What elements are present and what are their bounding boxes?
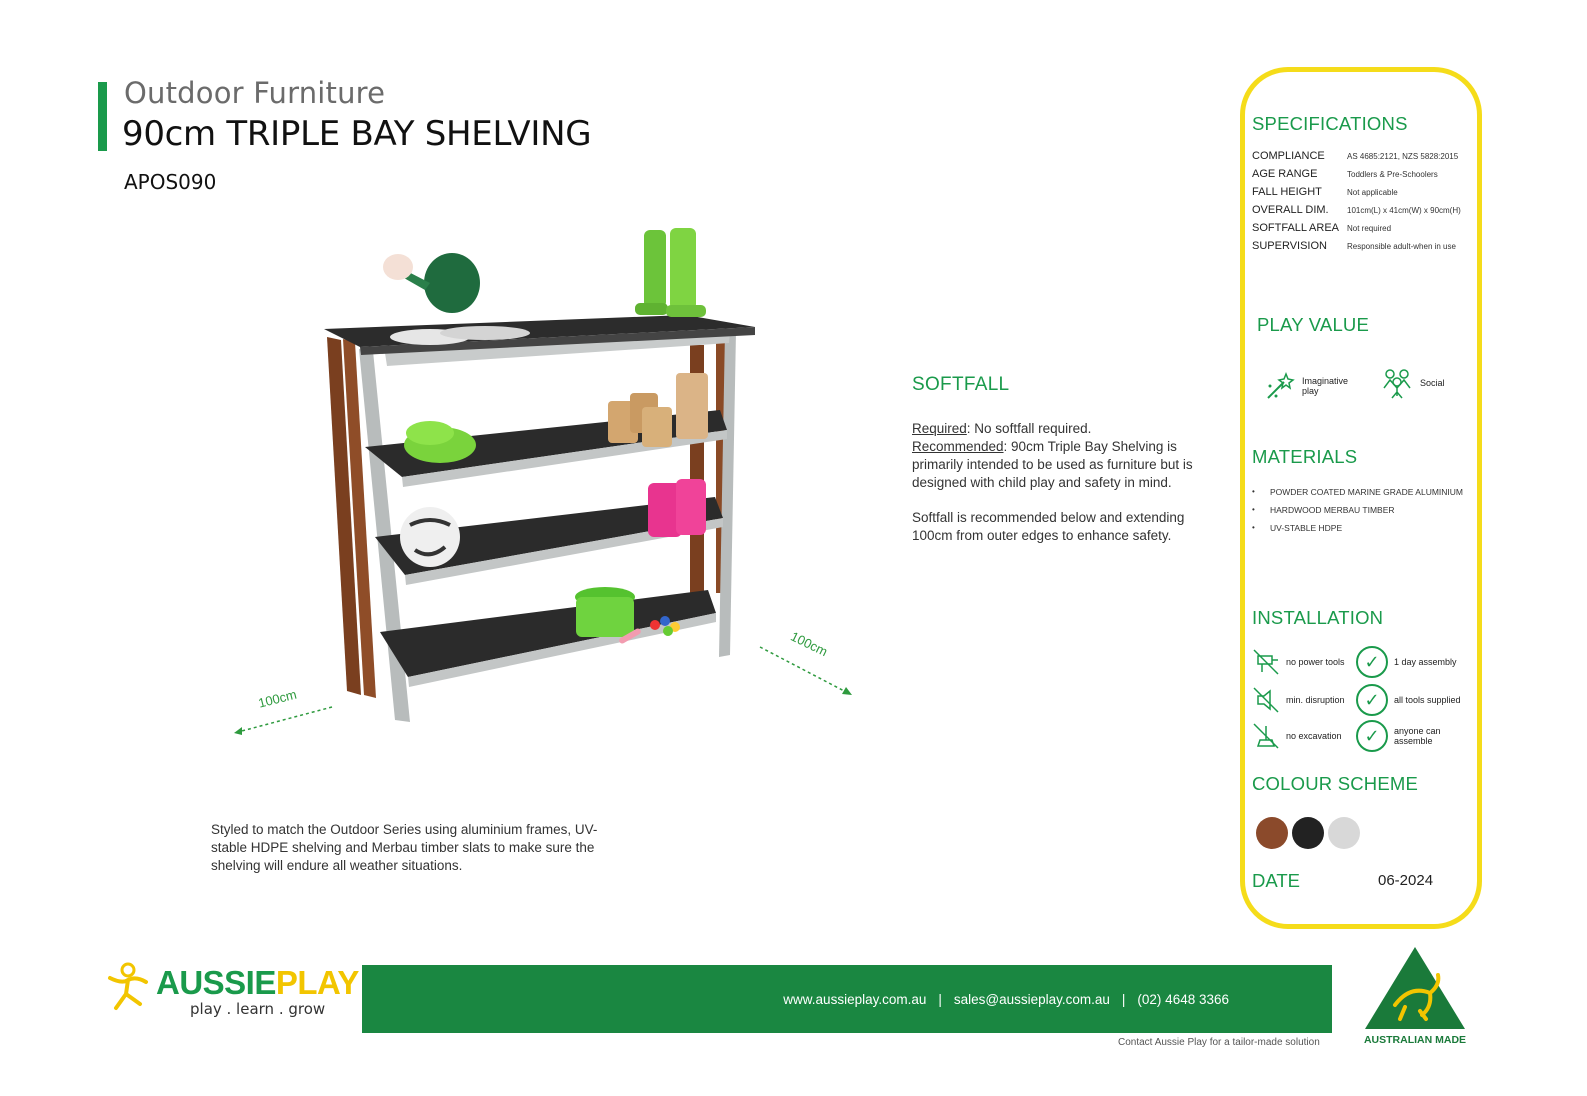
- spec-row: [1252, 150, 1458, 162]
- installation-item: [1252, 686, 1345, 714]
- no-power-tools-icon: [1252, 648, 1280, 676]
- footer-contact-bar: [362, 965, 1332, 1033]
- material-item: • POWDER COATED MARINE GRADE ALUMINIUM: [1252, 483, 1472, 501]
- recommended-text: : 90cm Triple Bay Shelving is primarily intended to be used as furniture but is designed with child play and safety in mind.: [912, 439, 1193, 490]
- product-image: [230, 225, 870, 755]
- dimension-label-left: 100cm: [256, 686, 299, 711]
- spec-row: [1252, 204, 1461, 216]
- spec-key: FALL HEIGHT: [1252, 186, 1322, 198]
- running-figure-icon: [106, 962, 156, 1012]
- play-value-label: Imaginative play: [1302, 376, 1349, 396]
- spec-row: [1252, 186, 1398, 198]
- installation-heading: INSTALLATION: [1252, 607, 1384, 628]
- ball-icon: [400, 507, 460, 567]
- recommended-label: Recommended: [912, 439, 1004, 454]
- spec-row: [1252, 240, 1456, 252]
- title-accent-bar: [98, 82, 107, 151]
- spec-key: OVERALL DIM.: [1252, 204, 1329, 216]
- separator: |: [1121, 991, 1126, 1007]
- no-disruption-icon: [1252, 686, 1280, 714]
- spec-key: COMPLIANCE: [1252, 150, 1325, 162]
- watering-can-icon: [383, 253, 480, 313]
- materials-list: [1252, 483, 1472, 537]
- colour-swatch-black: [1292, 817, 1324, 849]
- social-icon: [1380, 366, 1414, 400]
- dimension-arrow-right: [760, 629, 852, 695]
- colour-swatch-grey: [1328, 817, 1360, 849]
- installation-item: [1356, 646, 1457, 678]
- installation-item: [1356, 720, 1441, 752]
- email-link[interactable]: sales@aussieplay.com.au: [953, 991, 1110, 1007]
- phone-link[interactable]: (02) 4648 3366: [1137, 991, 1229, 1007]
- separator: |: [938, 991, 942, 1007]
- required-label: Required: [912, 421, 967, 436]
- play-value-label: Social: [1420, 378, 1445, 388]
- softfall-body: [912, 420, 1212, 562]
- installation-label: min. disruption: [1286, 695, 1345, 705]
- play-value-item: [1264, 370, 1348, 402]
- check-circle-icon: ✓: [1356, 720, 1388, 752]
- spec-value: Not required: [1347, 224, 1392, 233]
- brand-name: AUSSIEPLAY: [156, 964, 359, 1001]
- softfall-note: Softfall is recommended below and extending 100cm from outer edges to enhance safety.: [912, 510, 1185, 543]
- spec-key: SUPERVISION: [1252, 240, 1327, 252]
- installation-item: [1252, 722, 1342, 750]
- installation-label: anyone can assemble: [1394, 726, 1441, 746]
- installation-label: no excavation: [1286, 731, 1342, 741]
- spec-key: SOFTFALL AREA: [1252, 222, 1340, 234]
- boots-green-icon: [635, 228, 706, 317]
- tailor-made-note: Contact Aussie Play for a tailor-made solution: [1118, 1037, 1320, 1048]
- dimension-label-right: 100cm: [788, 628, 830, 660]
- product-code: APOS090: [124, 170, 217, 194]
- play-value-heading: PLAY VALUE: [1257, 314, 1370, 335]
- installation-label: all tools supplied: [1394, 695, 1461, 705]
- dimension-arrow-left: [234, 687, 332, 735]
- bucket-icon: [575, 587, 635, 637]
- brand-tagline: play . learn . grow: [190, 1000, 326, 1018]
- toy-phone-icon: [404, 421, 476, 463]
- installation-item: [1356, 684, 1461, 716]
- product-category: Outdoor Furniture: [124, 76, 386, 110]
- play-value-item: [1380, 366, 1445, 400]
- australian-made-logo: [1360, 945, 1470, 1045]
- australian-made-label: AUSTRALIAN MADE: [1363, 1034, 1467, 1045]
- boots-pink-icon: [648, 479, 706, 537]
- spec-row: [1252, 222, 1391, 234]
- installation-item: [1252, 648, 1345, 676]
- materials-heading: MATERIALS: [1252, 446, 1358, 467]
- cups-icon: [608, 373, 708, 447]
- spec-key: AGE RANGE: [1252, 168, 1318, 180]
- spec-value: Toddlers & Pre-Schoolers: [1347, 170, 1438, 179]
- date-label: DATE: [1252, 870, 1300, 891]
- colour-scheme-heading: COLOUR SCHEME: [1252, 773, 1419, 794]
- imaginative-play-icon: [1264, 370, 1296, 402]
- product-title: 90cm TRIPLE BAY SHELVING: [122, 114, 592, 154]
- spec-value: Responsible adult-when in use: [1347, 242, 1456, 251]
- date-value: 06-2024: [1378, 872, 1434, 889]
- installation-label: 1 day assembly: [1394, 657, 1457, 667]
- required-text: : No softfall required.: [966, 421, 1092, 436]
- specifications-heading: SPECIFICATIONS: [1252, 113, 1408, 134]
- check-circle-icon: ✓: [1356, 684, 1388, 716]
- spec-row: [1252, 168, 1438, 180]
- spec-value: AS 4685:2121, NZS 5828:2015: [1347, 152, 1459, 161]
- check-circle-icon: ✓: [1356, 646, 1388, 678]
- aussie-play-logo: [106, 960, 359, 1030]
- material-item: • HARDWOOD MERBAU TIMBER: [1252, 501, 1472, 519]
- softfall-recommendation: [912, 420, 1212, 492]
- no-excavation-icon: [1252, 722, 1280, 750]
- spec-value: Not applicable: [1347, 188, 1398, 197]
- softfall-heading: SOFTFALL: [912, 374, 1010, 395]
- website-link[interactable]: www.aussieplay.com.au: [783, 991, 927, 1007]
- colour-swatch-brown: [1256, 817, 1288, 849]
- spec-value: 101cm(L) x 41cm(W) x 90cm(H): [1347, 206, 1461, 215]
- material-item: • UV-STABLE HDPE: [1252, 519, 1472, 537]
- product-description: Styled to match the Outdoor Series using aluminium frames, UV-stable HDPE shelving and Merbau timber slats to make sure the shelving will endure all weather situations.: [211, 822, 598, 873]
- installation-label: no power tools: [1286, 657, 1345, 667]
